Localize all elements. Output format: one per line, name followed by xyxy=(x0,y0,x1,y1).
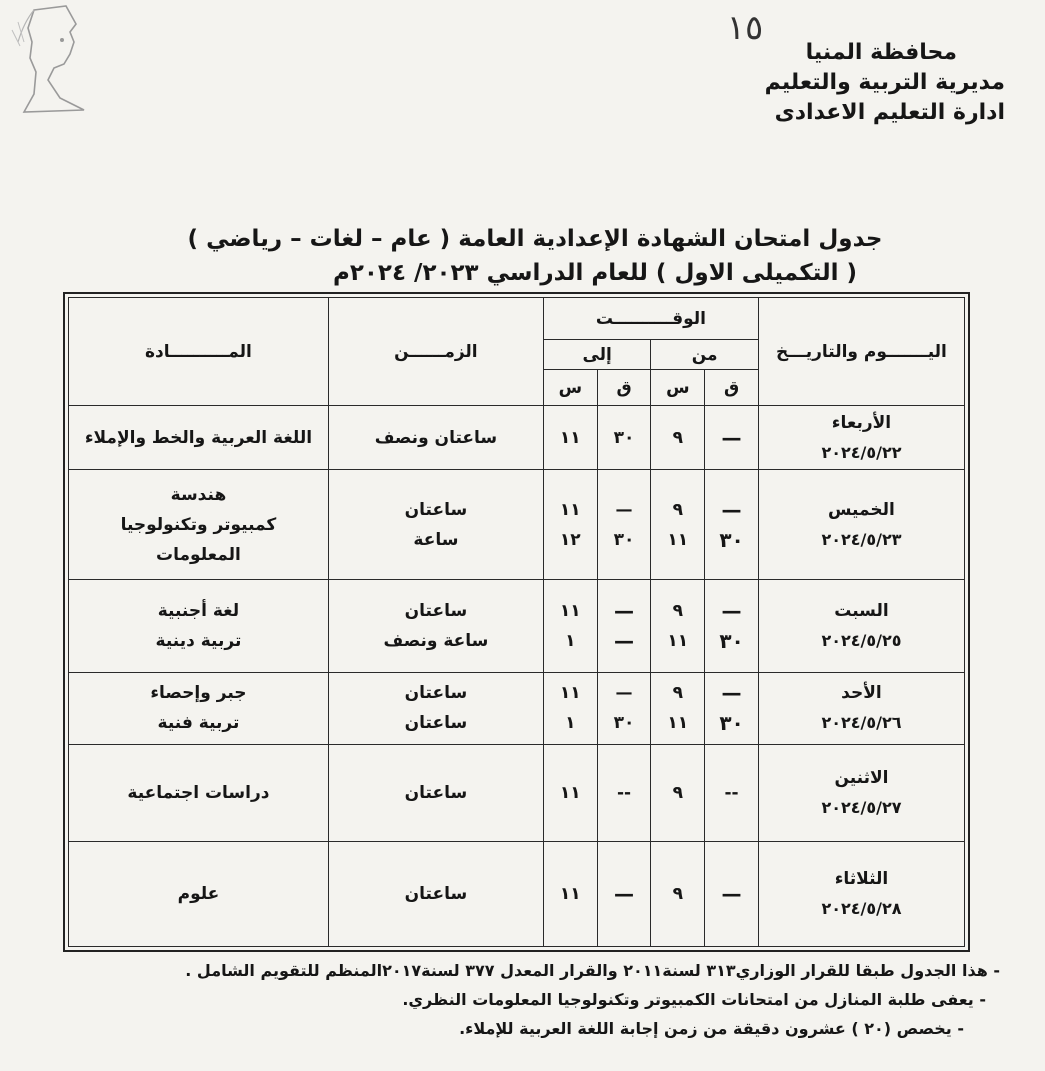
from-hours: ٩ xyxy=(672,499,683,520)
to-hours: ١ xyxy=(565,630,576,651)
from-minutes-cell xyxy=(705,841,759,946)
subject-cell xyxy=(69,672,329,744)
notes-list xyxy=(10,956,1000,1043)
exam-date: ٢٠٢٤/٥/٢٧ xyxy=(821,797,902,817)
duration-cell xyxy=(328,470,543,580)
to-minutes: ٣٠ xyxy=(613,529,635,550)
from-minutes: — xyxy=(721,425,742,450)
table-row xyxy=(69,580,965,673)
to-hours: ١ xyxy=(565,713,576,734)
from-minutes: ٣٠ xyxy=(719,711,744,736)
note-item: - يعفى طلبة المنازل من امتحانات الكمبيوتر وتكنولوجيا المعلومات النظري. xyxy=(402,990,986,1009)
subject-cell xyxy=(69,470,329,580)
title-line-2: ( التكميلى الاول ) للعام الدراسي ٢٠٢٣/ ٢٠٢٤م xyxy=(333,260,857,286)
from-hours: ٩ xyxy=(672,600,683,621)
document-header xyxy=(645,38,1005,128)
table-row xyxy=(69,744,965,841)
exam-date: ٢٠٢٤/٥/٢٨ xyxy=(821,898,902,918)
day-name: الأربعاء xyxy=(831,412,892,433)
to-minutes: — xyxy=(614,628,635,653)
exam-date: ٢٠٢٤/٥/٢٣ xyxy=(821,529,902,549)
header-time: الوقــــــــــت xyxy=(543,298,758,340)
from-minutes: — xyxy=(721,681,742,706)
day-name: الثلاثاء xyxy=(834,868,889,889)
nefertiti-logo-icon xyxy=(4,2,94,117)
header-to-hours: س xyxy=(543,370,597,406)
exam-table-frame xyxy=(63,292,970,952)
subject: علوم xyxy=(177,883,220,904)
to-hours-cell xyxy=(543,406,597,470)
to-minutes-cell xyxy=(597,744,651,841)
duration-cell xyxy=(328,672,543,744)
from-hours-cell xyxy=(651,470,705,580)
from-minutes-cell xyxy=(705,580,759,673)
to-hours: ١١ xyxy=(559,600,581,621)
exam-date: ٢٠٢٤/٥/٢٥ xyxy=(821,630,902,650)
from-hours-cell xyxy=(651,580,705,673)
from-minutes: ٣٠ xyxy=(719,527,744,552)
duration: ساعة ونصف xyxy=(383,630,489,651)
from-minutes-cell xyxy=(705,744,759,841)
duration: ساعتان xyxy=(404,499,468,520)
to-minutes-cell xyxy=(597,672,651,744)
subject-cell xyxy=(69,406,329,470)
to-hours-cell xyxy=(543,841,597,946)
day-date-cell xyxy=(758,744,964,841)
from-hours: ١١ xyxy=(667,713,689,734)
to-minutes-cell xyxy=(597,470,651,580)
duration-cell xyxy=(328,841,543,946)
duration-cell xyxy=(328,744,543,841)
to-hours: ١١ xyxy=(559,427,581,448)
header-directorate: مديرية التربية والتعليم xyxy=(764,70,1005,95)
duration: ساعتان xyxy=(404,883,468,904)
to-hours: ١١ xyxy=(559,883,581,904)
from-hours-cell xyxy=(651,744,705,841)
table-row xyxy=(69,470,965,580)
day-date-cell xyxy=(758,841,964,946)
duration: ساعتان xyxy=(404,713,468,734)
subject: اللغة العربية والخط والإملاء xyxy=(84,427,313,448)
to-minutes: -- xyxy=(616,782,632,803)
header-administration: ادارة التعليم الاعدادى xyxy=(774,100,1005,125)
from-minutes-cell xyxy=(705,470,759,580)
header-day-date: اليـــــــوم والتاريـــخ xyxy=(758,298,964,406)
from-minutes: ٣٠ xyxy=(719,628,744,653)
subject-cell xyxy=(69,841,329,946)
subject-cell xyxy=(69,580,329,673)
from-hours-cell xyxy=(651,406,705,470)
duration: ساعة xyxy=(413,529,459,550)
day-name: الخميس xyxy=(828,499,895,520)
subject: لغة أجنبية xyxy=(157,600,240,621)
duration: ساعتان xyxy=(404,683,468,704)
subject: كمبيوتر وتكنولوجيا xyxy=(120,514,277,535)
document-title xyxy=(150,222,920,290)
to-minutes: ٣٠ xyxy=(613,427,635,448)
duration-cell xyxy=(328,406,543,470)
header-to-minutes: ق xyxy=(597,370,651,406)
from-hours: ١١ xyxy=(667,630,689,651)
to-minutes: ٣٠ xyxy=(613,713,635,734)
from-minutes-cell xyxy=(705,672,759,744)
note-item: - يخصص (٢٠ ) عشرون دقيقة من زمن إجابة اللغة العربية للإملاء. xyxy=(459,1019,964,1038)
day-name: الاثنين xyxy=(834,767,889,788)
duration-cell xyxy=(328,580,543,673)
header-subject: المــــــــــادة xyxy=(69,298,329,406)
to-hours-cell xyxy=(543,744,597,841)
from-hours: ٩ xyxy=(672,427,683,448)
table-row xyxy=(69,672,965,744)
note-item: - هذا الجدول طبقا للقرار الوزاري٣١٣ لسنة٢٠١١ والقرار المعدل ٣٧٧ لسنة٢٠١٧المنظم للتقويم الشامل . xyxy=(185,961,1000,980)
table-row xyxy=(69,841,965,946)
from-minutes: -- xyxy=(724,782,739,803)
subject: تربية فنية xyxy=(157,713,240,734)
subject: دراسات اجتماعية xyxy=(127,782,270,803)
header-from: من xyxy=(651,340,759,370)
from-hours: ٩ xyxy=(672,683,683,704)
exam-schedule-table xyxy=(68,297,965,947)
to-hours: ١١ xyxy=(559,499,581,520)
to-hours-cell xyxy=(543,470,597,580)
table-row xyxy=(69,406,965,470)
from-hours-cell xyxy=(651,841,705,946)
title-line-1: جدول امتحان الشهادة الإعدادية العامة ( عام – لغات – رياضي ) xyxy=(187,226,883,252)
subject: جبر وإحصاء xyxy=(150,683,247,704)
to-hours-cell xyxy=(543,672,597,744)
day-date-cell xyxy=(758,470,964,580)
to-minutes: — xyxy=(615,499,633,520)
duration: ساعتان xyxy=(404,600,468,621)
exam-date: ٢٠٢٤/٥/٢٦ xyxy=(821,713,902,733)
to-minutes: — xyxy=(615,683,633,704)
to-minutes-cell xyxy=(597,406,651,470)
page-number: ١٥ xyxy=(726,8,764,48)
header-duration: الزمــــــن xyxy=(328,298,543,406)
day-date-cell xyxy=(758,406,964,470)
duration: ساعتان xyxy=(404,782,468,803)
subject: تربية دينية xyxy=(155,630,242,651)
to-hours: ١٢ xyxy=(559,529,581,550)
header-to: إلى xyxy=(543,340,651,370)
to-hours: ١١ xyxy=(559,683,581,704)
day-name: الأحد xyxy=(841,683,882,704)
from-hours: ٩ xyxy=(672,883,683,904)
to-hours-cell xyxy=(543,580,597,673)
header-from-minutes: ق xyxy=(705,370,759,406)
from-minutes: — xyxy=(721,598,742,623)
day-date-cell xyxy=(758,672,964,744)
from-minutes: — xyxy=(721,497,742,522)
day-name: السبت xyxy=(834,600,889,621)
from-hours-cell xyxy=(651,672,705,744)
header-governorate: محافظة المنيا xyxy=(805,40,957,65)
to-minutes-cell xyxy=(597,841,651,946)
subject: هندسة xyxy=(170,484,227,505)
to-hours: ١١ xyxy=(559,782,581,803)
exam-date: ٢٠٢٤/٥/٢٢ xyxy=(821,442,902,462)
duration: ساعتان ونصف xyxy=(374,427,498,448)
from-hours: ١١ xyxy=(667,529,689,550)
to-minutes: — xyxy=(614,598,635,623)
day-date-cell xyxy=(758,580,964,673)
to-minutes: — xyxy=(614,881,635,906)
from-minutes-cell xyxy=(705,406,759,470)
subject: المعلومات xyxy=(156,544,241,565)
from-hours: ٩ xyxy=(672,782,683,803)
to-minutes-cell xyxy=(597,580,651,673)
subject-cell xyxy=(69,744,329,841)
from-minutes: — xyxy=(721,881,742,906)
header-from-hours: س xyxy=(651,370,705,406)
